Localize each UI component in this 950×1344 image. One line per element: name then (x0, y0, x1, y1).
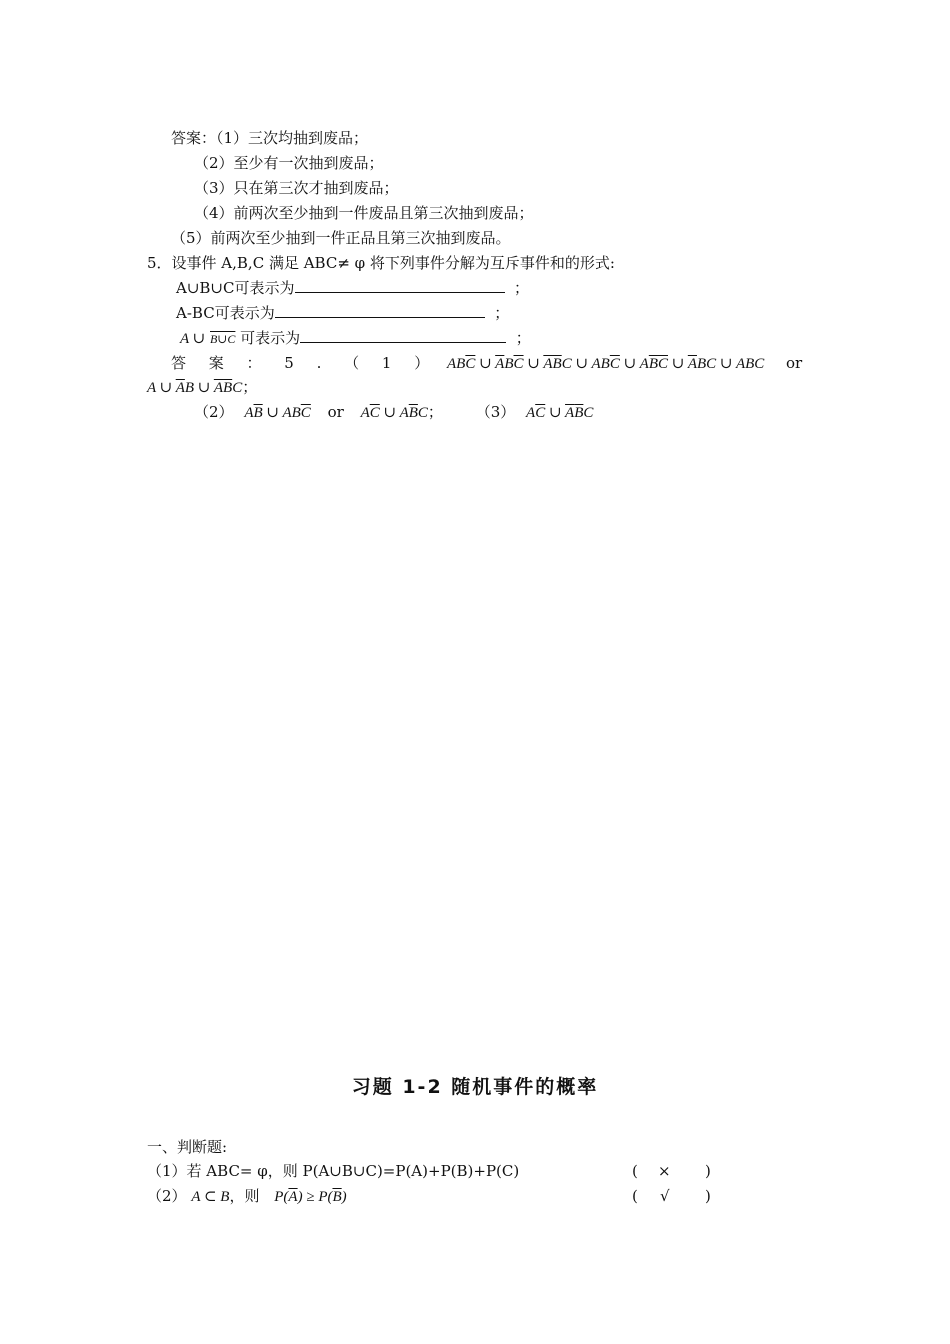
q5-end: ； (515, 329, 531, 347)
formula-inequality: $P(\overline{A}) \ge P(\overline{B})$ (274, 1189, 347, 1205)
judge-item-2 (147, 1186, 347, 1207)
or-text: or (786, 354, 803, 372)
formula-subset: A ⊂ B (191, 1189, 230, 1205)
q5-end: ； (514, 279, 530, 297)
q5-expr: A∪B∪C (176, 279, 235, 297)
question-5-stem: 5．设事件 A,B,C 满足 ABC≠ φ 将下列事件分解为互斥事件和的形式: (147, 254, 615, 272)
q5-answer-line-1 (171, 353, 802, 374)
q5-line-3 (180, 328, 531, 349)
q5-answer-line-3 (194, 402, 593, 423)
judge-mark: × (658, 1162, 671, 1180)
separator: ； (242, 378, 258, 396)
q5-expr: A ∪ (180, 331, 206, 347)
answer-blank[interactable] (295, 278, 505, 293)
answer-item: （5）前两次至少抽到一件正品且第三次抽到废品。 (171, 229, 511, 247)
part3-label: （3） (475, 403, 516, 421)
part2-label: （2） (194, 403, 234, 421)
q5-text: 可表示为 (240, 329, 301, 347)
judge-mark: √ (660, 1187, 670, 1205)
formula-part2-alt: $A\overline{C}$ ∪ $A\overline{B}C$ (360, 405, 428, 421)
answer-item: （2）至少有一次抽到废品； (194, 154, 384, 172)
section-title: 习题 1-2 随机事件的概率 (351, 1076, 599, 1098)
separator: ； (427, 403, 443, 421)
judge-paren-close: ) (705, 1162, 711, 1180)
answer-blank[interactable] (300, 328, 506, 343)
q5-expr: A-BC (176, 304, 215, 322)
answer-item: （4）前两次至少抽到一件废品且第三次抽到废品； (194, 204, 534, 222)
or-text: or (327, 403, 344, 421)
judge-text: ，则 (229, 1187, 260, 1205)
judge-item-1: （1）若 ABC= φ，则 P(A∪B∪C)=P(A)+P(B)+P(C) (147, 1162, 520, 1180)
q5-line-2 (176, 303, 509, 323)
judge-paren-open: ( (632, 1187, 638, 1205)
q5-answer-line-2 (147, 377, 257, 398)
judge-label: （2） (147, 1187, 187, 1205)
q5-line-1 (176, 278, 529, 298)
q5-expr-overlined: B∪C (210, 332, 236, 346)
formula-part1: $AB\overline{C}$ ∪ $\overline{A}B\overline{C}$ ∪ $\overline{A}\overline{B}C$ ∪ $AB\overline{C}$ ∪ $A\overline{B}\overline{C}$ ∪ $\overline{A}BC$ ∪ ABC (447, 356, 769, 372)
judge-heading: 一、判断题: (147, 1138, 228, 1156)
answer-line-1 (171, 128, 368, 148)
q5-text: 可表示为 (234, 279, 295, 297)
answer-label: 答案： (171, 129, 217, 147)
judge-paren-close: ) (705, 1187, 711, 1205)
q5-text: 可表示为 (214, 304, 275, 322)
answer-item: （1）三次均抽到废品； (216, 129, 369, 147)
q5-end: ； (494, 304, 510, 322)
formula-part2: $A\overline{B}$ ∪ $AB\overline{C}$ (244, 405, 311, 421)
answer-blank[interactable] (275, 303, 485, 318)
judge-paren-open: ( (632, 1162, 638, 1180)
answer-item: （3）只在第三次才抽到废品； (194, 179, 399, 197)
formula-part1-alt: A ∪ $\overline{A}B$ ∪ $\overline{A}\overline{B}C$ (147, 380, 243, 396)
formula-part3: $A\overline{C}$ ∪ $\overline{A}\overline{B}C$ (526, 405, 594, 421)
q5-answer-label: 答 案 ： 5 . （ 1 ） (171, 354, 439, 372)
